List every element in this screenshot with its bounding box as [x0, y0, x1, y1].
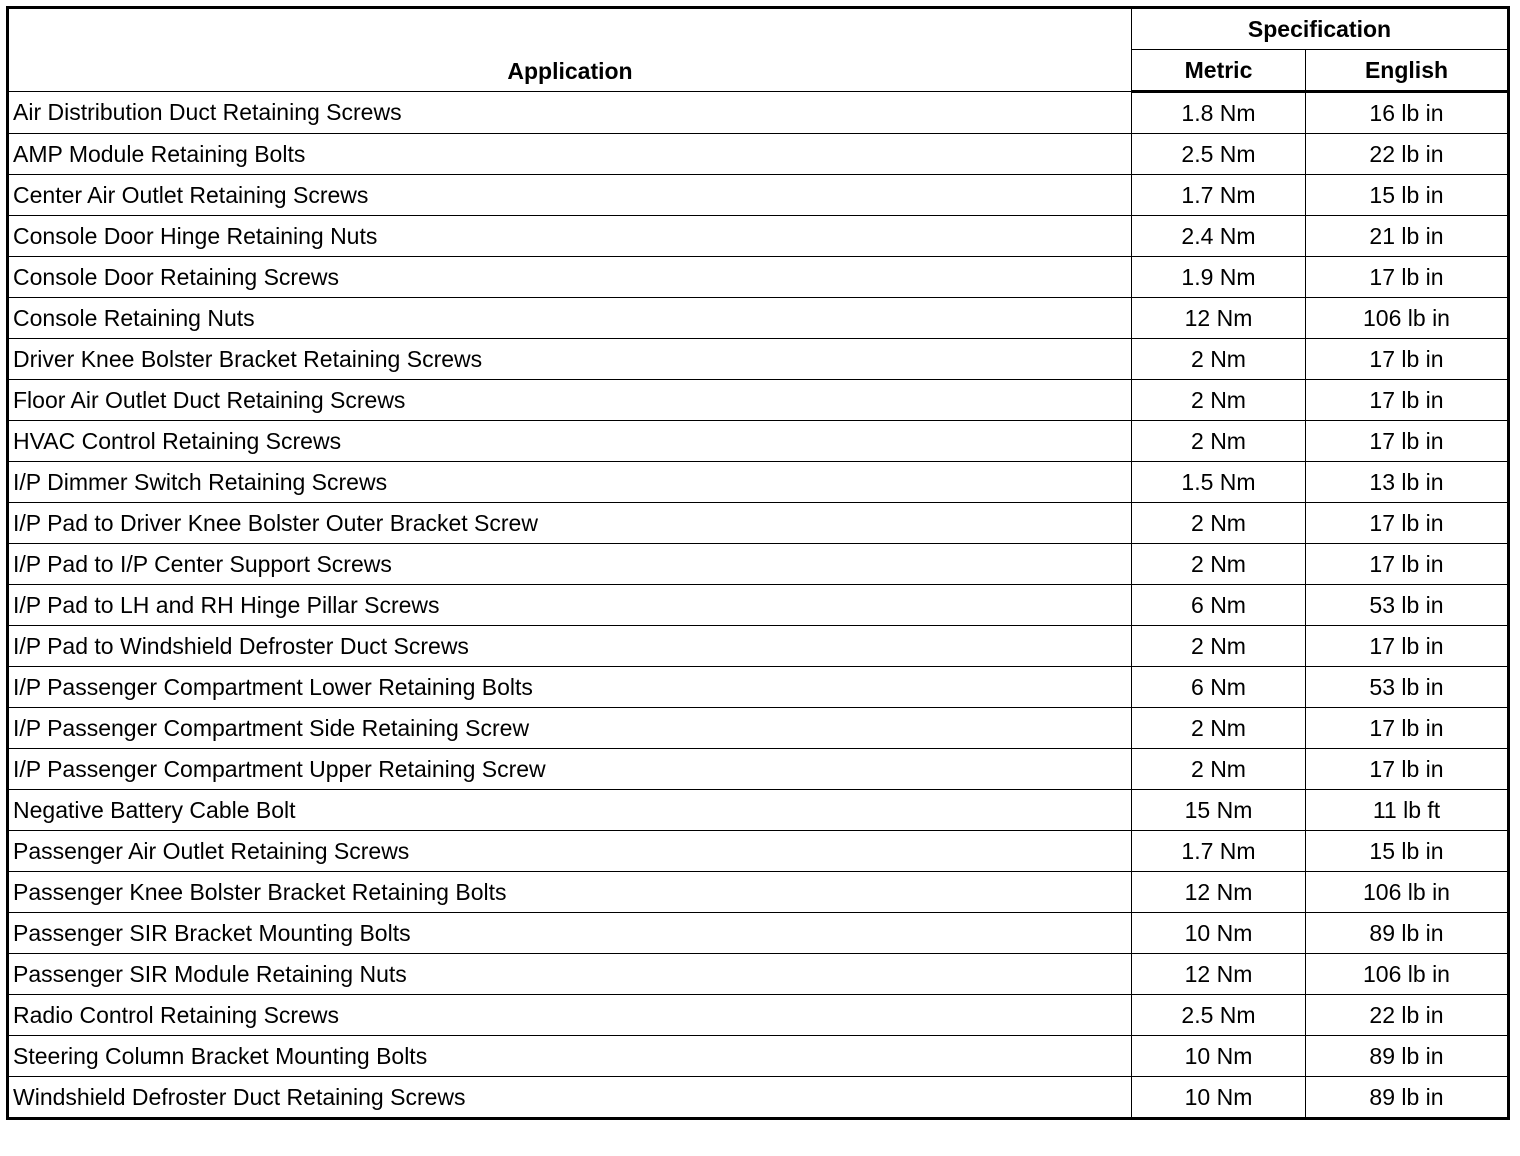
english-cell: 17 lb in	[1306, 544, 1509, 585]
english-header: English	[1306, 50, 1509, 92]
english-cell: 11 lb ft	[1306, 790, 1509, 831]
metric-cell: 2 Nm	[1132, 503, 1306, 544]
table-body	[8, 92, 1509, 1119]
table-row	[8, 954, 1509, 995]
english-cell: 89 lb in	[1306, 913, 1509, 954]
table-row	[8, 790, 1509, 831]
english-cell: 17 lb in	[1306, 708, 1509, 749]
metric-cell: 6 Nm	[1132, 667, 1306, 708]
application-cell: Radio Control Retaining Screws	[8, 995, 1132, 1036]
table-row	[8, 749, 1509, 790]
english-cell: 13 lb in	[1306, 462, 1509, 503]
application-header: Application	[8, 8, 1132, 92]
table-row	[8, 175, 1509, 216]
english-cell: 15 lb in	[1306, 831, 1509, 872]
english-cell: 53 lb in	[1306, 585, 1509, 626]
english-cell: 53 lb in	[1306, 667, 1509, 708]
application-cell: I/P Passenger Compartment Upper Retaining Screw	[8, 749, 1132, 790]
table-row	[8, 503, 1509, 544]
application-cell: Passenger SIR Module Retaining Nuts	[8, 954, 1132, 995]
table-row	[8, 995, 1509, 1036]
metric-cell: 2 Nm	[1132, 749, 1306, 790]
application-cell: Negative Battery Cable Bolt	[8, 790, 1132, 831]
specification-table	[6, 6, 1510, 1120]
application-cell: Passenger Knee Bolster Bracket Retaining Bolts	[8, 872, 1132, 913]
application-cell: Driver Knee Bolster Bracket Retaining Screws	[8, 339, 1132, 380]
table-row	[8, 544, 1509, 585]
table-row	[8, 872, 1509, 913]
metric-cell: 2 Nm	[1132, 421, 1306, 462]
metric-cell: 1.5 Nm	[1132, 462, 1306, 503]
table-row	[8, 626, 1509, 667]
english-cell: 22 lb in	[1306, 995, 1509, 1036]
metric-cell: 2 Nm	[1132, 339, 1306, 380]
metric-cell: 10 Nm	[1132, 913, 1306, 954]
english-cell: 22 lb in	[1306, 134, 1509, 175]
metric-cell: 2.4 Nm	[1132, 216, 1306, 257]
metric-cell: 12 Nm	[1132, 298, 1306, 339]
application-cell: Console Door Retaining Screws	[8, 257, 1132, 298]
metric-cell: 1.7 Nm	[1132, 831, 1306, 872]
table-row	[8, 421, 1509, 462]
english-cell: 17 lb in	[1306, 503, 1509, 544]
application-cell: AMP Module Retaining Bolts	[8, 134, 1132, 175]
application-cell: Floor Air Outlet Duct Retaining Screws	[8, 380, 1132, 421]
application-cell: Console Door Hinge Retaining Nuts	[8, 216, 1132, 257]
application-cell: Steering Column Bracket Mounting Bolts	[8, 1036, 1132, 1077]
metric-cell: 2 Nm	[1132, 544, 1306, 585]
application-cell: I/P Pad to LH and RH Hinge Pillar Screws	[8, 585, 1132, 626]
application-cell: I/P Passenger Compartment Lower Retaining Bolts	[8, 667, 1132, 708]
english-cell: 21 lb in	[1306, 216, 1509, 257]
metric-cell: 10 Nm	[1132, 1077, 1306, 1119]
application-cell: I/P Pad to Windshield Defroster Duct Screws	[8, 626, 1132, 667]
english-cell: 106 lb in	[1306, 954, 1509, 995]
english-cell: 16 lb in	[1306, 92, 1509, 134]
english-cell: 15 lb in	[1306, 175, 1509, 216]
english-cell: 17 lb in	[1306, 257, 1509, 298]
metric-cell: 1.9 Nm	[1132, 257, 1306, 298]
table-row	[8, 1077, 1509, 1119]
table-row	[8, 298, 1509, 339]
table-row	[8, 92, 1509, 134]
application-cell: Air Distribution Duct Retaining Screws	[8, 92, 1132, 134]
table-row	[8, 708, 1509, 749]
metric-cell: 1.7 Nm	[1132, 175, 1306, 216]
metric-cell: 10 Nm	[1132, 1036, 1306, 1077]
application-cell: Center Air Outlet Retaining Screws	[8, 175, 1132, 216]
table-row	[8, 667, 1509, 708]
table-row	[8, 216, 1509, 257]
metric-cell: 1.8 Nm	[1132, 92, 1306, 134]
english-cell: 17 lb in	[1306, 626, 1509, 667]
application-cell: Passenger Air Outlet Retaining Screws	[8, 831, 1132, 872]
table-row	[8, 380, 1509, 421]
english-cell: 17 lb in	[1306, 421, 1509, 462]
table-row	[8, 585, 1509, 626]
metric-cell: 12 Nm	[1132, 954, 1306, 995]
metric-cell: 2.5 Nm	[1132, 995, 1306, 1036]
metric-cell: 2 Nm	[1132, 708, 1306, 749]
metric-cell: 2 Nm	[1132, 626, 1306, 667]
english-cell: 17 lb in	[1306, 339, 1509, 380]
table-row	[8, 257, 1509, 298]
metric-cell: 2 Nm	[1132, 380, 1306, 421]
table-row	[8, 913, 1509, 954]
table-header	[8, 8, 1509, 92]
english-cell: 89 lb in	[1306, 1077, 1509, 1119]
metric-cell: 6 Nm	[1132, 585, 1306, 626]
table-row	[8, 831, 1509, 872]
application-cell: I/P Pad to I/P Center Support Screws	[8, 544, 1132, 585]
application-cell: I/P Dimmer Switch Retaining Screws	[8, 462, 1132, 503]
metric-header: Metric	[1132, 50, 1306, 92]
table-row	[8, 134, 1509, 175]
specification-header: Specification	[1132, 8, 1509, 50]
application-cell: HVAC Control Retaining Screws	[8, 421, 1132, 462]
english-cell: 17 lb in	[1306, 380, 1509, 421]
table-row	[8, 462, 1509, 503]
metric-cell: 2.5 Nm	[1132, 134, 1306, 175]
application-cell: Console Retaining Nuts	[8, 298, 1132, 339]
table-row	[8, 339, 1509, 380]
table-row	[8, 1036, 1509, 1077]
metric-cell: 12 Nm	[1132, 872, 1306, 913]
english-cell: 106 lb in	[1306, 872, 1509, 913]
metric-cell: 15 Nm	[1132, 790, 1306, 831]
english-cell: 17 lb in	[1306, 749, 1509, 790]
english-cell: 89 lb in	[1306, 1036, 1509, 1077]
application-cell: I/P Pad to Driver Knee Bolster Outer Bracket Screw	[8, 503, 1132, 544]
application-cell: Passenger SIR Bracket Mounting Bolts	[8, 913, 1132, 954]
header-row-top	[8, 8, 1509, 50]
application-cell: I/P Passenger Compartment Side Retaining Screw	[8, 708, 1132, 749]
english-cell: 106 lb in	[1306, 298, 1509, 339]
application-cell: Windshield Defroster Duct Retaining Screws	[8, 1077, 1132, 1119]
